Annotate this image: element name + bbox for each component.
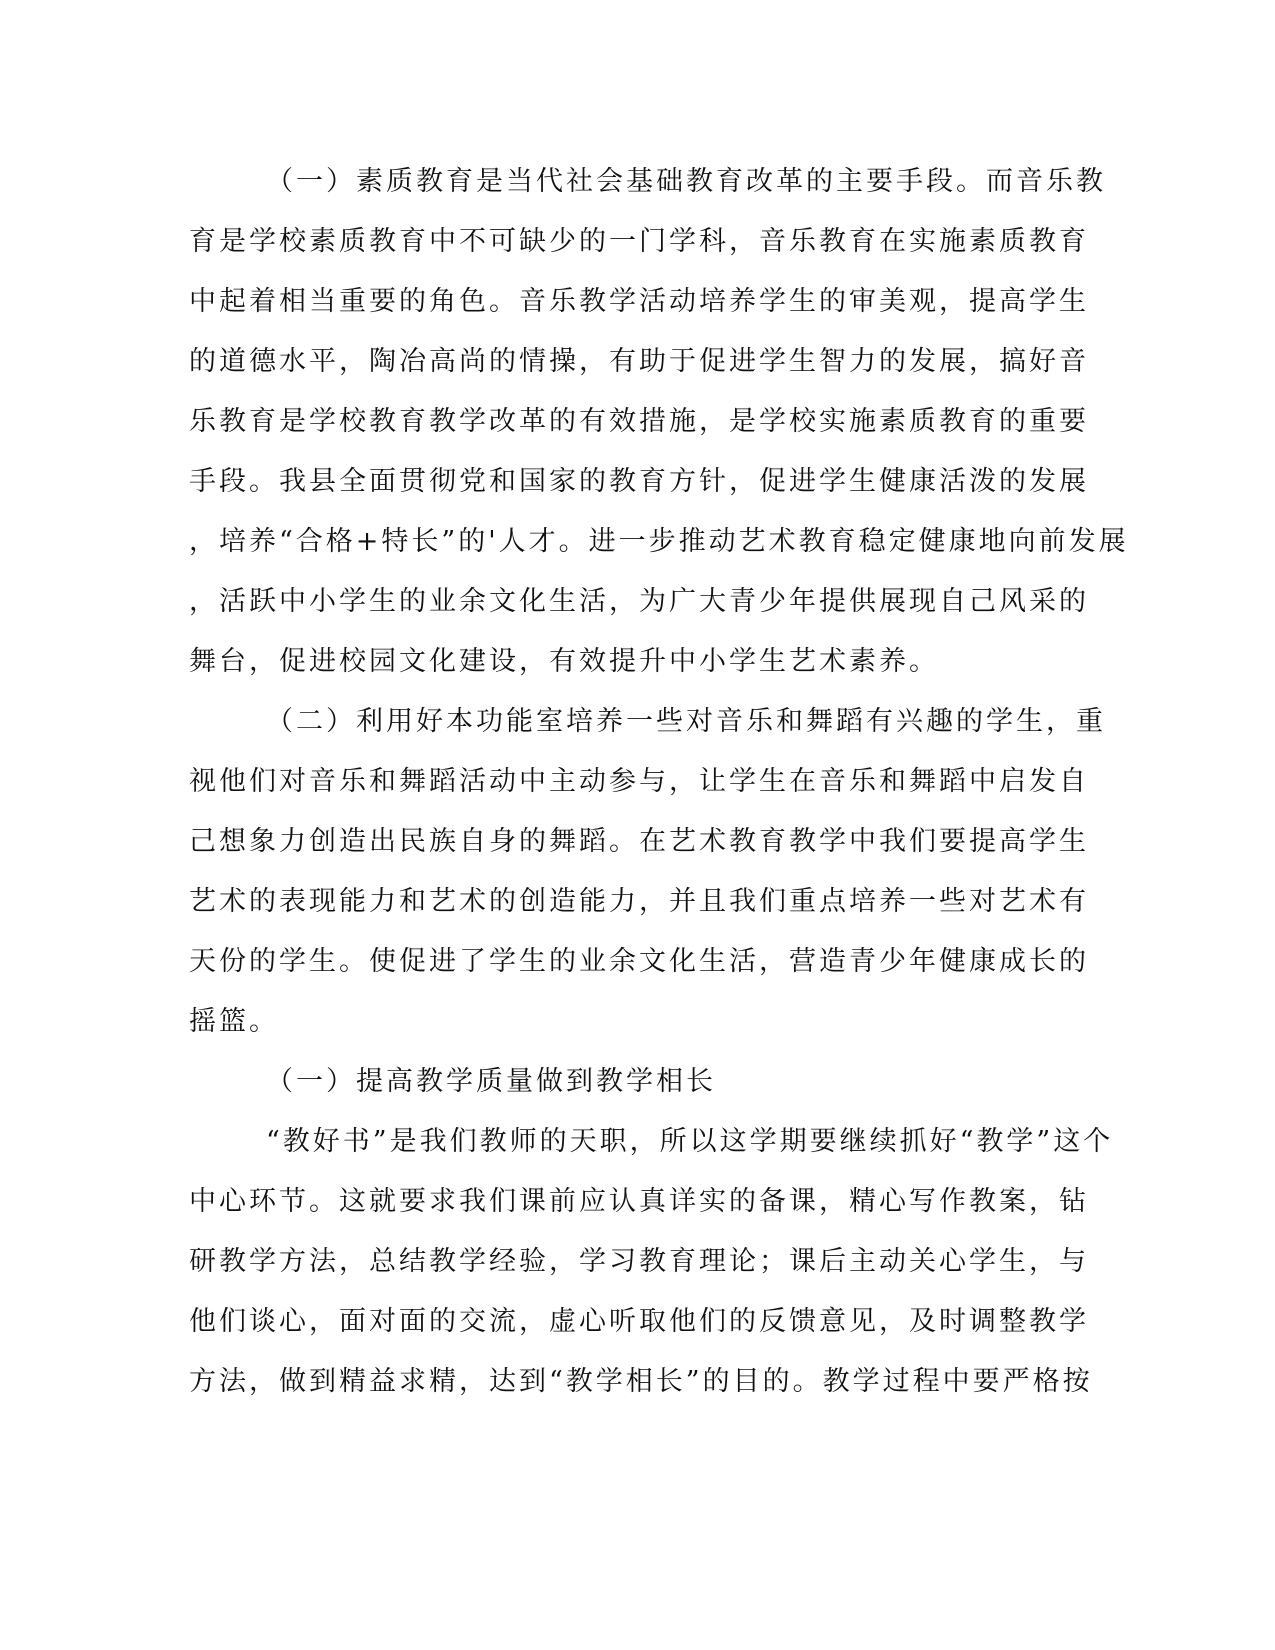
text-line-1: （一）素质教育是当代社会基础教育改革的主要手段。而音乐教 — [266, 166, 1106, 197]
text-line-9: 舞台，促进校园文化建设，有效提升中小学生艺术素养。 — [189, 646, 939, 677]
text-line-11: 视他们对音乐和舞蹈活动中主动参与，让学生在音乐和舞蹈中启发自 — [189, 766, 1089, 797]
text-line-19: 研教学方法，总结教学经验，学习教育理论；课后主动关心学生，与 — [189, 1246, 1089, 1277]
text-line-12: 己想象力创造出民族自身的舞蹈。在艺术教育教学中我们要提高学生 — [189, 826, 1089, 857]
text-line-5: 乐教育是学校教育教学改革的有效措施，是学校实施素质教育的重要 — [189, 406, 1089, 437]
section-heading: （一）提高教学质量做到教学相长 — [266, 1066, 716, 1097]
text-line-2: 育是学校素质教育中不可缺少的一门学科，音乐教育在实施素质教育 — [189, 226, 1089, 257]
text-line-13: 艺术的表现能力和艺术的创造能力，并且我们重点培养一些对艺术有 — [189, 886, 1089, 917]
text-line-17: “教好书”是我们教师的天职，所以这学期要继续抓好“教学”这个 — [266, 1126, 1114, 1157]
text-line-20: 他们谈心，面对面的交流，虚心听取他们的反馈意见，及时调整教学 — [189, 1306, 1089, 1337]
text-line-7: ，培养“合格+特长”的'人才。进一步推动艺术教育稳定健康地向前发展 — [189, 526, 1129, 557]
text-line-18: 中心环节。这就要求我们课前应认真详实的备课，精心写作教案，钻 — [189, 1186, 1089, 1217]
text-line-8: ，活跃中小学生的业余文化生活，为广大青少年提供展现自己风采的 — [189, 586, 1089, 617]
text-line-14: 天份的学生。使促进了学生的业余文化生活，营造青少年健康成长的 — [189, 946, 1089, 977]
text-line-21: 方法，做到精益求精，达到“教学相长”的目的。教学过程中要严格按 — [189, 1366, 1093, 1397]
text-line-4: 的道德水平，陶冶高尚的情操，有助于促进学生智力的发展，搞好音 — [189, 346, 1089, 377]
text-line-15: 摇篮。 — [189, 1006, 279, 1037]
text-line-6: 手段。我县全面贯彻党和国家的教育方针，促进学生健康活泼的发展 — [189, 466, 1089, 497]
text-line-10: （二）利用好本功能室培养一些对音乐和舞蹈有兴趣的学生，重 — [266, 706, 1106, 737]
text-line-3: 中起着相当重要的角色。音乐教学活动培养学生的审美观，提高学生 — [189, 286, 1089, 317]
